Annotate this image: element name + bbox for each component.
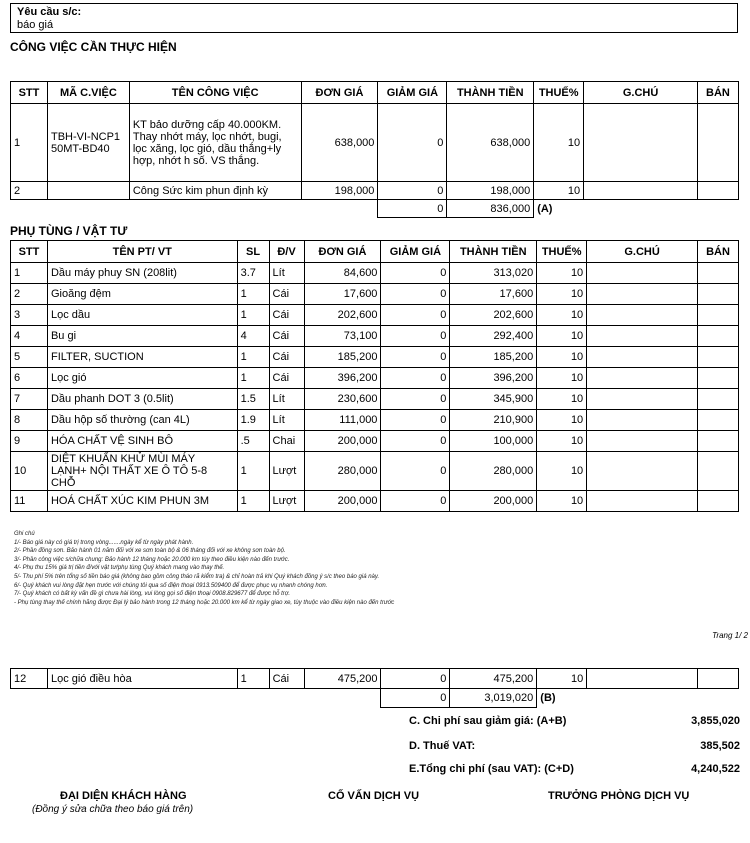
amount-cell: 17,600 xyxy=(450,284,537,305)
note-line: 7/- Quý khách có bất kỳ vấn đề gì chưa hài lòng, vui lòng gọi số điện thoại 0908.829677 để được hỗ trợ. xyxy=(14,591,291,598)
summary-label-d: D. Thuế VAT: xyxy=(409,740,476,752)
amount-cell: 292,400 xyxy=(450,326,537,347)
table-row xyxy=(11,389,739,410)
qty-cell: 3.7 xyxy=(237,263,269,284)
table-row xyxy=(11,410,739,431)
price-cell: 475,200 xyxy=(304,669,381,689)
sell-cell xyxy=(697,491,738,512)
parts-total-discount: 0 xyxy=(381,689,450,708)
table-row xyxy=(11,452,739,491)
customer-signature-sub: (Đồng ý sửa chữa theo báo giá trên) xyxy=(32,804,194,815)
labor-table xyxy=(10,81,739,218)
discount-cell: 0 xyxy=(381,305,450,326)
tax-cell: 10 xyxy=(537,669,587,689)
sell-cell xyxy=(697,104,738,182)
discount-cell: 0 xyxy=(381,491,450,512)
parts-total-row xyxy=(11,689,739,708)
amount-cell: 475,200 xyxy=(450,669,537,689)
sell-cell xyxy=(697,263,738,284)
discount-cell: 0 xyxy=(381,410,450,431)
request-value: báo giá xyxy=(17,19,54,31)
summary-label-e: E.Tổng chi phí (sau VAT): (C+D) xyxy=(409,763,574,775)
request-box xyxy=(10,3,738,33)
col-sell: BÁN xyxy=(697,241,738,263)
table-row xyxy=(11,284,739,305)
discount-cell: 0 xyxy=(381,284,450,305)
table-row xyxy=(11,326,739,347)
stt-cell: 9 xyxy=(11,431,48,452)
sell-cell xyxy=(697,284,738,305)
name-cell: Gioăng đệm xyxy=(47,284,237,305)
col-note: G.CHÚ xyxy=(587,241,698,263)
tax-cell: 10 xyxy=(537,389,587,410)
summary-value-c: 3,855,020 xyxy=(691,715,740,727)
qty-cell: 1 xyxy=(237,452,269,491)
parts-total-label: (B) xyxy=(540,692,556,705)
qty-cell: 1 xyxy=(237,305,269,326)
unit-cell: Lít xyxy=(269,410,304,431)
parts-table-continued xyxy=(10,668,739,708)
note-line: - Phụ tùng thay thế chính hãng được Đại lý bảo hành trong 12 tháng hoặc 20.000 km kể từ ngày giao xe, tùy thuộc vào điều kiện nào đến trước xyxy=(14,599,395,606)
qty-cell: .5 xyxy=(237,431,269,452)
qty-cell: 1 xyxy=(237,491,269,512)
sell-cell xyxy=(697,389,738,410)
price-cell: 396,200 xyxy=(304,368,381,389)
discount-cell: 0 xyxy=(381,347,450,368)
qty-cell: 1 xyxy=(237,368,269,389)
discount-cell: 0 xyxy=(381,669,450,689)
tax-cell: 10 xyxy=(534,104,584,182)
note-line: 6/- Quý khách vui lòng đặt hẹn trước với chúng tôi qua số điện thoại 0913.509400 để được phục vụ nhanh chóng hơn. xyxy=(14,582,328,589)
tax-cell: 10 xyxy=(537,410,587,431)
name-cell: FILTER, SUCTION xyxy=(47,347,237,368)
labor-total-amount: 836,000 xyxy=(447,200,534,218)
note-line: 1/- Báo giá này có giá trị trong vòng.......ngày kể từ ngày phát hành. xyxy=(14,539,194,546)
amount-cell: 202,600 xyxy=(450,305,537,326)
amount-cell: 200,000 xyxy=(450,491,537,512)
col-tax: THUẾ% xyxy=(537,241,587,263)
qty-cell: 1.9 xyxy=(237,410,269,431)
tax-cell: 10 xyxy=(537,305,587,326)
price-cell: 198,000 xyxy=(301,182,378,200)
labor-header-row xyxy=(11,82,739,104)
col-code: MÃ C.VIỆC xyxy=(47,82,129,104)
stt-cell: 5 xyxy=(11,347,48,368)
labor-total-label: (A) xyxy=(537,202,553,215)
name-cell: HOÁ CHẤT XÚC KIM PHUN 3M xyxy=(47,491,237,512)
parts-table xyxy=(10,240,739,512)
discount-cell: 0 xyxy=(381,263,450,284)
note-cell xyxy=(587,368,698,389)
unit-cell: Cái xyxy=(269,669,304,689)
col-amount: THÀNH TIỀN xyxy=(450,241,537,263)
price-cell: 17,600 xyxy=(304,284,381,305)
col-price: ĐƠN GIÁ xyxy=(301,82,378,104)
code-cell: TBH-VI-NCP150MT-BD40 xyxy=(47,104,129,182)
name-cell: Lọc gió xyxy=(47,368,237,389)
table-row xyxy=(11,182,739,200)
col-stt: STT xyxy=(11,82,48,104)
col-name: TÊN PT/ VT xyxy=(47,241,237,263)
table-row xyxy=(11,305,739,326)
note-cell xyxy=(587,431,698,452)
price-cell: 200,000 xyxy=(304,491,381,512)
stt-cell: 10 xyxy=(11,452,48,491)
stt-cell: 2 xyxy=(11,284,48,305)
note-cell xyxy=(587,410,698,431)
note-line: 2/- Phần đồng sơn. Bảo hành 01 năm đối với xe sơn toàn bộ & 06 tháng đối với xe không sơn toàn bộ. xyxy=(14,548,286,555)
tax-cell: 10 xyxy=(537,491,587,512)
qty-cell: 4 xyxy=(237,326,269,347)
sell-cell xyxy=(697,305,738,326)
note-line: 4/- Phụ thu 15% giá trị tiền đ/với vật tư/phụ tùng Quý khách mang vào thay thế. xyxy=(14,565,225,572)
name-cell: KT bảo dưỡng cấp 40.000KM. Thay nhớt máy, lọc nhớt, bugi, lọc xăng, lọc gió, dầu thắng+ly hợp, nhớt h số. VS thắng. xyxy=(129,104,301,182)
sell-cell xyxy=(698,669,739,689)
table-row xyxy=(11,431,739,452)
notes-title: Ghi chú xyxy=(14,531,35,537)
code-cell xyxy=(47,182,129,200)
name-cell: DIỆT KHUẨN KHỬ MÙI MÁY LẠNH+ NỘI THẤT XE Ô TÔ 5-8 CHỖ xyxy=(47,452,237,491)
tax-cell: 10 xyxy=(537,368,587,389)
price-cell: 202,600 xyxy=(304,305,381,326)
price-cell: 73,100 xyxy=(304,326,381,347)
col-qty: SL xyxy=(237,241,269,263)
col-sell: BÁN xyxy=(697,82,738,104)
price-cell: 638,000 xyxy=(301,104,378,182)
note-cell xyxy=(587,347,698,368)
page-number: Trang 1/ 2 xyxy=(712,631,748,640)
tax-cell: 10 xyxy=(537,452,587,491)
note-cell xyxy=(584,182,698,200)
discount-cell: 0 xyxy=(378,182,447,200)
table-row xyxy=(11,104,739,182)
col-amount: THÀNH TIỀN xyxy=(447,82,534,104)
stt-cell: 4 xyxy=(11,326,48,347)
labor-section-title: CÔNG VIỆC CẦN THỰC HIỆN xyxy=(10,40,177,54)
tax-cell: 10 xyxy=(537,284,587,305)
note-cell xyxy=(587,326,698,347)
amount-cell: 345,900 xyxy=(450,389,537,410)
discount-cell: 0 xyxy=(381,326,450,347)
unit-cell: Cái xyxy=(269,305,304,326)
parts-section-title: PHỤ TÙNG / VẬT TƯ xyxy=(10,224,128,238)
table-row xyxy=(11,263,739,284)
note-line: 3/- Phần công việc s/chữa chung: Bảo hành 12 tháng hoặc 20.000 km tùy theo điều kiện nào đến trước. xyxy=(14,556,290,563)
customer-signature-title: ĐẠI DIỆN KHÁCH HÀNG xyxy=(60,790,187,802)
sell-cell xyxy=(697,326,738,347)
note-cell xyxy=(587,263,698,284)
col-tax: THUẾ% xyxy=(534,82,584,104)
unit-cell: Chai xyxy=(269,431,304,452)
price-cell: 280,000 xyxy=(304,452,381,491)
discount-cell: 0 xyxy=(381,368,450,389)
parts-header-row xyxy=(11,241,739,263)
amount-cell: 638,000 xyxy=(447,104,534,182)
col-discount: GIẢM GIÁ xyxy=(381,241,450,263)
tax-cell: 10 xyxy=(537,326,587,347)
note-cell xyxy=(587,284,698,305)
parts-body xyxy=(11,263,739,512)
note-cell xyxy=(587,491,698,512)
tax-cell: 10 xyxy=(534,182,584,200)
unit-cell: Cái xyxy=(269,284,304,305)
amount-cell: 396,200 xyxy=(450,368,537,389)
table-row xyxy=(11,669,739,689)
tax-cell: 10 xyxy=(537,263,587,284)
unit-cell: Cái xyxy=(269,326,304,347)
qty-cell: 1.5 xyxy=(237,389,269,410)
stt-cell: 7 xyxy=(11,389,48,410)
stt-cell: 2 xyxy=(11,182,48,200)
col-unit: Đ/V xyxy=(269,241,304,263)
name-cell: Dầu phanh DOT 3 (0.5lit) xyxy=(47,389,237,410)
unit-cell: Lít xyxy=(269,389,304,410)
summary-label-c: C. Chi phí sau giảm giá: (A+B) xyxy=(409,715,567,727)
request-label: Yêu cầu s/c: xyxy=(17,6,82,18)
stt-cell: 1 xyxy=(11,263,48,284)
stt-cell: 6 xyxy=(11,368,48,389)
notes-block xyxy=(14,530,739,607)
sell-cell xyxy=(697,452,738,491)
note-cell xyxy=(587,389,698,410)
discount-cell: 0 xyxy=(381,389,450,410)
col-name: TÊN CÔNG VIỆC xyxy=(129,82,301,104)
discount-cell: 0 xyxy=(381,431,450,452)
labor-total-row xyxy=(11,200,739,218)
col-price: ĐƠN GIÁ xyxy=(304,241,381,263)
manager-signature-title: TRƯỞNG PHÒNG DỊCH VỤ xyxy=(548,790,690,802)
unit-cell: Cái xyxy=(269,347,304,368)
note-cell xyxy=(587,452,698,491)
price-cell: 200,000 xyxy=(304,431,381,452)
note-line: 5/- Thu phí 5% trên tổng số tiền báo giá (không bao gồm công tháo rã kiểm tra) & chỉ hoàn trả khi Quý khách đồng ý s/c theo báo giá này. xyxy=(14,573,380,580)
tax-cell: 10 xyxy=(537,347,587,368)
parts-total-amount: 3,019,020 xyxy=(450,689,537,708)
name-cell: Công Sức kim phun định kỳ xyxy=(129,182,301,200)
name-cell: Lọc gió điều hòa xyxy=(47,669,237,689)
stt-cell: 12 xyxy=(11,669,48,689)
col-stt: STT xyxy=(11,241,48,263)
price-cell: 111,000 xyxy=(304,410,381,431)
price-cell: 230,600 xyxy=(304,389,381,410)
discount-cell: 0 xyxy=(378,104,447,182)
price-cell: 185,200 xyxy=(304,347,381,368)
price-cell: 84,600 xyxy=(304,263,381,284)
note-cell xyxy=(584,104,698,182)
stt-cell: 8 xyxy=(11,410,48,431)
name-cell: Dầu máy phuy SN (208lit) xyxy=(47,263,237,284)
note-cell xyxy=(587,669,698,689)
summary-value-e: 4,240,522 xyxy=(691,763,740,775)
note-cell xyxy=(587,305,698,326)
unit-cell: Lít xyxy=(269,263,304,284)
unit-cell: Lượt xyxy=(269,491,304,512)
sell-cell xyxy=(697,347,738,368)
stt-cell: 1 xyxy=(11,104,48,182)
discount-cell: 0 xyxy=(381,452,450,491)
table-row xyxy=(11,347,739,368)
qty-cell: 1 xyxy=(237,347,269,368)
stt-cell: 11 xyxy=(11,491,48,512)
amount-cell: 313,020 xyxy=(450,263,537,284)
table-row xyxy=(11,491,739,512)
qty-cell: 1 xyxy=(237,284,269,305)
table-row xyxy=(11,368,739,389)
unit-cell: Cái xyxy=(269,368,304,389)
summary-value-d: 385,502 xyxy=(700,740,740,752)
sell-cell xyxy=(697,410,738,431)
sell-cell xyxy=(697,182,738,200)
col-note: G.CHÚ xyxy=(584,82,698,104)
unit-cell: Lượt xyxy=(269,452,304,491)
amount-cell: 198,000 xyxy=(447,182,534,200)
sell-cell xyxy=(697,431,738,452)
amount-cell: 280,000 xyxy=(450,452,537,491)
name-cell: HÓA CHẤT VỆ SINH BÔ xyxy=(47,431,237,452)
amount-cell: 185,200 xyxy=(450,347,537,368)
col-discount: GIẢM GIÁ xyxy=(378,82,447,104)
qty-cell: 1 xyxy=(237,669,269,689)
amount-cell: 100,000 xyxy=(450,431,537,452)
tax-cell: 10 xyxy=(537,431,587,452)
sell-cell xyxy=(697,368,738,389)
labor-total-discount: 0 xyxy=(378,200,447,218)
name-cell: Lọc dầu xyxy=(47,305,237,326)
name-cell: Dầu hộp số thường (can 4L) xyxy=(47,410,237,431)
advisor-signature-title: CỐ VẤN DỊCH VỤ xyxy=(328,790,420,802)
amount-cell: 210,900 xyxy=(450,410,537,431)
stt-cell: 3 xyxy=(11,305,48,326)
name-cell: Bu gi xyxy=(47,326,237,347)
